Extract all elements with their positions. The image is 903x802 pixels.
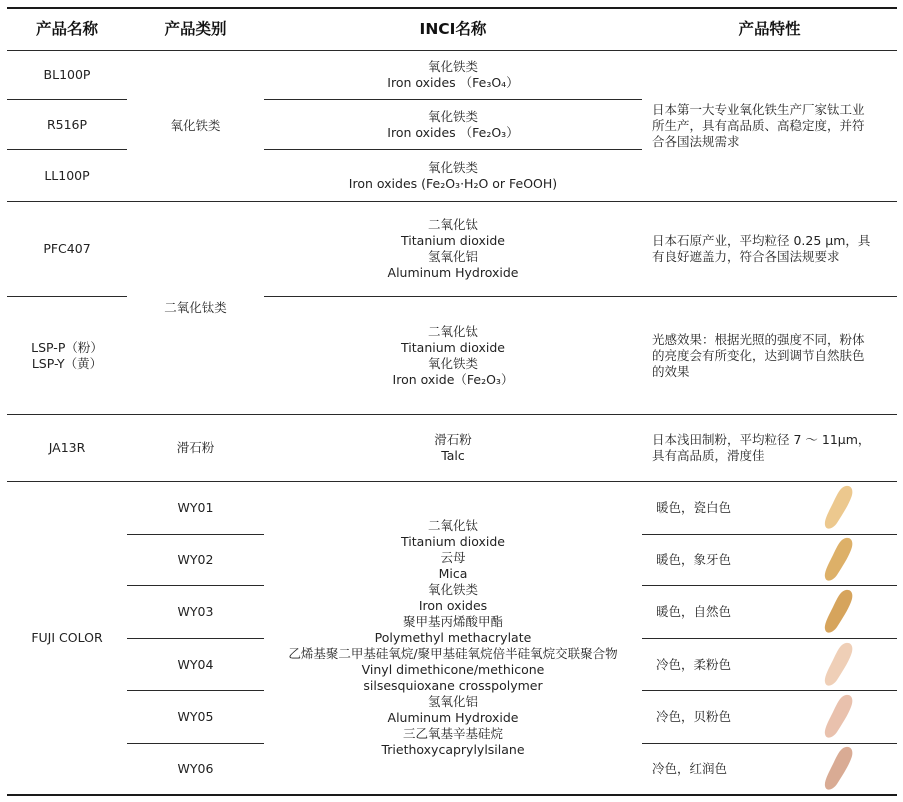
inci-line: 聚甲基丙烯酸甲酯 (402, 614, 503, 629)
swatch-wy02 (818, 535, 858, 585)
inci-ll100p (264, 150, 642, 201)
product-name-ja13r: JA13R (48, 440, 86, 455)
inci-line: Aluminum Hydroxide (387, 265, 519, 280)
inci-bl100p (264, 51, 642, 99)
inci-line: 氧化铁类 (427, 59, 478, 74)
powder-smear-wy01 (825, 486, 853, 529)
powder-smear-wy05 (825, 695, 853, 738)
inci-line: 三乙氧基辛基硅烷 (402, 726, 503, 741)
inci-r516p (264, 100, 642, 149)
product-name-lsp (7, 297, 127, 414)
feature-line: 的亮度会有所变化，达到调节自然肤色 (652, 347, 865, 363)
product-name-ll100p: LL100P (44, 167, 90, 183)
feature-line: 具有高品质，滑度佳 (652, 448, 765, 463)
feature-line: 日本浅田制粉，平均粒径 7 ～ 11μm， (652, 432, 871, 447)
inci-line: 氧化铁类 (427, 159, 478, 175)
feature-ja13r (652, 415, 892, 481)
inci-line: 氢氧化铝 (427, 694, 478, 709)
inci-line: Vinyl dimethicone/methicone (361, 662, 545, 677)
inci-line: Mica (438, 566, 468, 581)
product-name-fuji-color: FUJI COLOR (31, 630, 103, 645)
inci-line: Titanium dioxide (401, 339, 505, 355)
inci-line: silsesquioxane crosspolymer (363, 678, 543, 693)
inci-pfc407 (264, 202, 642, 296)
inci-line: 氧化铁类 (427, 582, 478, 597)
variant-feature-wy04: 冷色，柔粉色 (656, 656, 732, 672)
product-name-bl100p: BL100P (43, 67, 91, 82)
feature-line: 光感效果：根据光照的强度不同，粉体 (652, 331, 865, 347)
header-product-name: 产品名称 (35, 20, 98, 38)
inci-line: 滑石粉 (434, 432, 472, 447)
inci-lsp (264, 297, 642, 414)
inci-line: Polymethyl methacrylate (374, 630, 532, 645)
variant-code-wy04: WY04 (177, 656, 214, 672)
inci-line: Aluminum Hydroxide (387, 710, 519, 725)
header-inci-name: INCI名称 (419, 20, 487, 38)
header-product-feature: 产品特性 (738, 20, 801, 38)
inci-line: 二氧化钛 (427, 217, 478, 232)
inci-line: 氢氧化铝 (427, 249, 478, 264)
variant-feature-wy05: 冷色，贝粉色 (656, 709, 732, 724)
swatch-wy04 (818, 640, 858, 690)
feature-lsp (652, 297, 892, 414)
inci-line: 氧化铁类 (427, 355, 478, 371)
inci-line: Iron oxides (Fe₂O₃·H₂O or FeOOH) (348, 175, 558, 191)
variant-code-wy03: WY03 (177, 604, 214, 619)
feature-iron-oxide (652, 51, 892, 201)
category-talc: 滑石粉 (176, 440, 215, 455)
inci-fuji-color (264, 482, 642, 794)
inci-line: 乙烯基聚二甲基硅氧烷/聚甲基硅氧烷倍半硅氧烷交联聚合物 (288, 646, 618, 661)
powder-smear-wy03 (825, 590, 853, 633)
product-name-pfc407: PFC407 (43, 241, 91, 256)
category-titanium-dioxide: 二氧化钛类 (164, 300, 227, 315)
inci-line: Iron oxides （Fe₂O₃） (387, 124, 519, 140)
inci-line: Titanium dioxide (401, 534, 505, 549)
swatch-wy03 (818, 587, 858, 637)
variant-feature-wy03: 暖色，自然色 (656, 604, 732, 619)
category-iron-oxide: 氧化铁类 (170, 118, 221, 133)
powder-smear-wy06 (825, 747, 853, 790)
inci-line: Talc (441, 448, 465, 463)
swatch-wy01 (818, 483, 858, 533)
swatch-wy05 (818, 692, 858, 742)
inci-line: Titanium dioxide (401, 233, 505, 248)
feature-line: 有良好遮盖力，符合各国法规要求 (652, 249, 840, 264)
inci-line: Iron oxides (418, 598, 488, 613)
feature-pfc407 (652, 202, 892, 296)
inci-line: Iron oxide（Fe₂O₃） (392, 371, 514, 387)
product-name-r516p: R516P (46, 116, 88, 132)
inci-line: Triethoxycaprylylsilane (381, 742, 525, 757)
variant-code-wy01: WY01 (177, 500, 214, 515)
header-product-category: 产品类别 (164, 20, 227, 38)
inci-line: 氧化铁类 (427, 108, 478, 124)
feature-line: 日本第一大专业氧化铁生产厂家钛工业 (652, 102, 865, 117)
variant-feature-wy01: 暖色，瓷白色 (656, 500, 732, 515)
variant-code-wy05: WY05 (177, 709, 214, 724)
feature-line: 合各国法规需求 (652, 134, 740, 149)
feature-line: 所生产，具有高品质、高稳定度，并符 (652, 118, 865, 133)
inci-line: 云母 (440, 550, 466, 565)
product-name-line: LSP-P（粉） (31, 339, 103, 355)
powder-smear-wy04 (825, 643, 853, 686)
feature-line: 的效果 (652, 363, 690, 379)
table-bottom-rule (7, 794, 897, 796)
inci-line: 二氧化钛 (427, 323, 478, 339)
variant-code-wy06: WY06 (177, 761, 214, 776)
inci-ja13r (264, 415, 642, 481)
variant-feature-wy06: 冷色，红润色 (652, 761, 728, 776)
swatch-wy06 (818, 744, 858, 794)
inci-line: Iron oxides （Fe₃O₄） (387, 75, 519, 90)
variant-code-wy02: WY02 (177, 552, 214, 567)
product-name-line: LSP-Y（黄） (31, 355, 103, 371)
powder-smear-wy02 (825, 538, 853, 581)
inci-line: 二氧化钛 (427, 518, 478, 533)
variant-feature-wy02: 暖色，象牙色 (656, 552, 732, 567)
feature-line: 日本石原产业，平均粒径 0.25 μm，具 (652, 233, 871, 248)
